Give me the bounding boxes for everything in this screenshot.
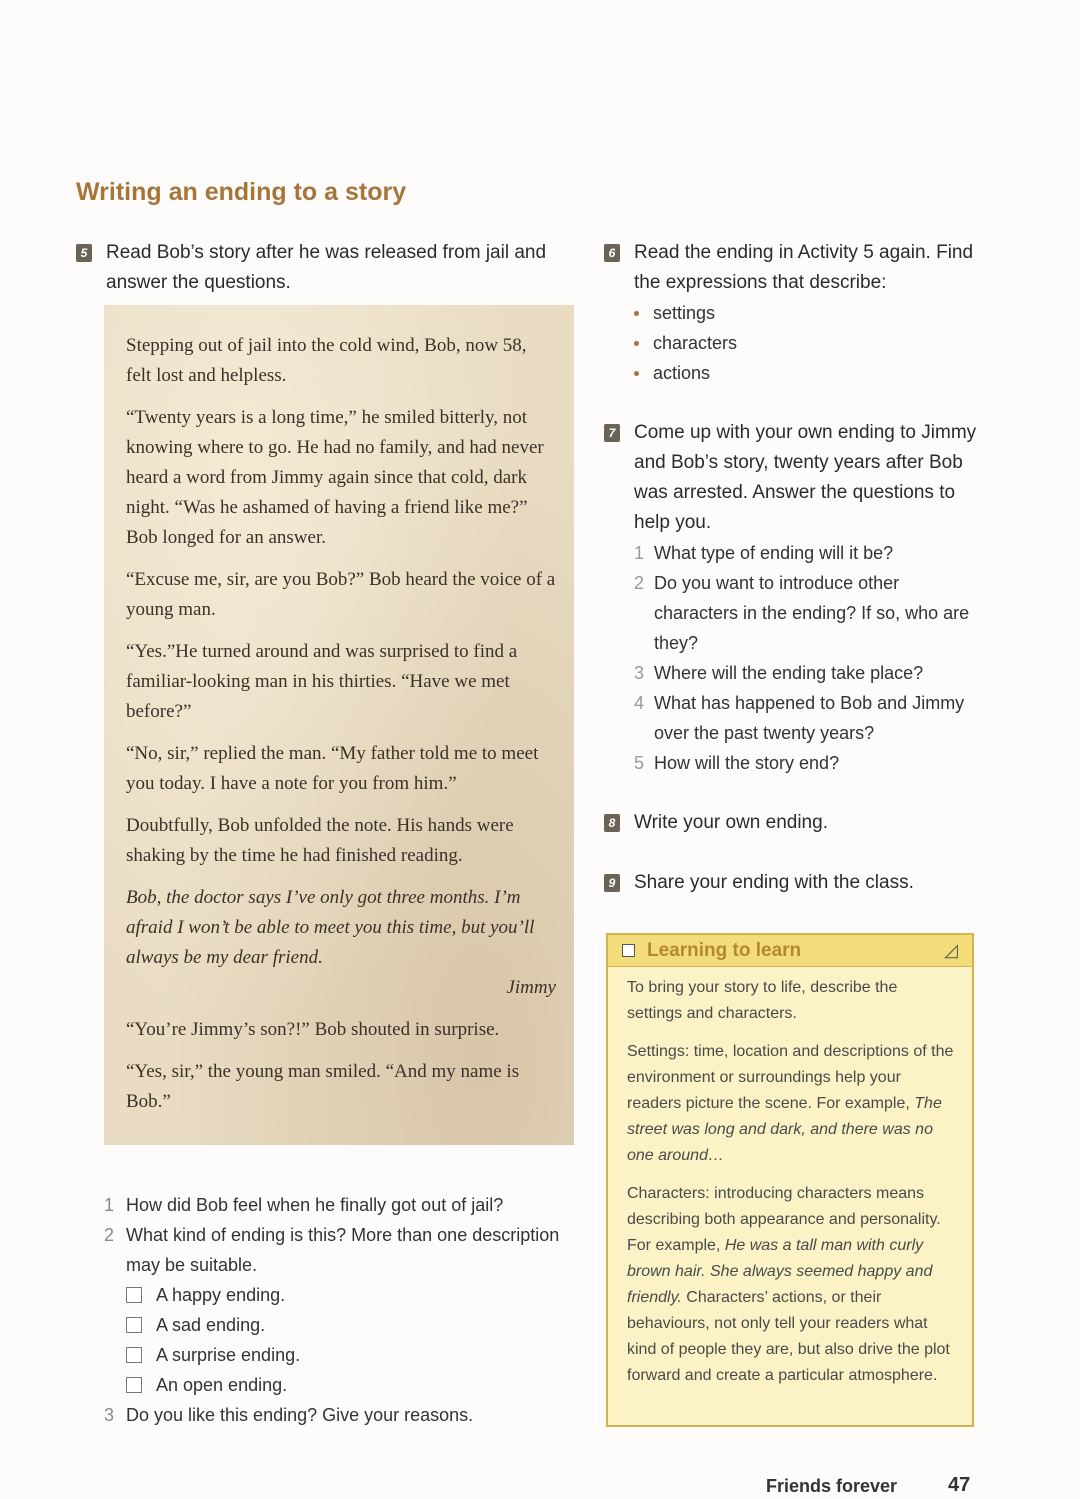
settings-tip — [627, 1039, 954, 1169]
question-item — [634, 658, 984, 688]
question-item — [104, 1220, 584, 1280]
characters-tail: Characters’ actions, or their behaviours, not only tell your readers what kind of people they are, but also drive the plot forward and create a particular atmosphere. — [627, 1289, 950, 1384]
answer-option[interactable] — [126, 1310, 584, 1340]
story-paragraph: “No, sir,” replied the man. “My father told me to meet you today. I have a note for you from him.” — [126, 743, 539, 794]
characters-lead: Characters: introducing characters means describing both appearance and personality. For example, — [627, 1185, 941, 1254]
question-item — [634, 688, 984, 748]
option-label: A happy ending. — [156, 1285, 286, 1305]
story-paragraph: Doubtfully, Bob unfolded the note. His hands were shaking by the time he had finished reading. — [126, 815, 514, 866]
activity-number-badge: 7 — [604, 424, 620, 442]
learning-box-header — [608, 935, 972, 967]
story-paragraph: “Twenty years is a long time,” he smiled bitterly, not knowing where to go. He had no family, and had never heard a word from Jimmy again since that cold, dark night. “Was he ashamed of having a friend like me?” Bob longed for an answer. — [126, 407, 544, 548]
story-panel — [104, 305, 574, 1145]
activity-number-badge: 5 — [76, 244, 92, 262]
learning-to-learn-box — [606, 933, 974, 1427]
story-paragraph: “Excuse me, sir, are you Bob?” Bob heard the voice of a young man. — [126, 569, 556, 620]
corner-triangle-icon: ◿ — [944, 940, 958, 960]
activity-instruction: Read Bob’s story after he was released from jail and answer the questions. — [106, 242, 547, 293]
activity-6 — [604, 238, 984, 298]
checkbox[interactable] — [126, 1347, 142, 1363]
option-label: An open ending. — [156, 1375, 288, 1395]
question-text: What type of ending will it be? — [654, 543, 894, 563]
activity-7-questions — [634, 538, 984, 778]
question-text: What kind of ending is this? More than one description may be suitable. — [126, 1225, 560, 1275]
question-number: 4 — [634, 693, 645, 713]
question-text: How did Bob feel when he finally got out of jail? — [126, 1195, 504, 1215]
answer-options — [126, 1280, 584, 1400]
activity-instruction: Share your ending with the class. — [634, 872, 914, 893]
bullet-icon — [634, 311, 639, 316]
activity-9 — [604, 868, 984, 898]
story-paragraph: Stepping out of jail into the cold wind, Bob, now 58, felt lost and helpless. — [126, 335, 527, 386]
activity-5-questions — [104, 1190, 584, 1430]
right-column — [604, 238, 984, 898]
question-item — [104, 1190, 584, 1220]
activity-7 — [604, 418, 984, 538]
question-item — [634, 748, 984, 778]
describe-list — [634, 298, 984, 388]
question-number: 3 — [104, 1405, 115, 1425]
checkbox-icon — [622, 944, 635, 957]
activity-number-badge: 8 — [604, 814, 620, 832]
answer-option[interactable] — [126, 1280, 584, 1310]
story-paragraph: “You’re Jimmy’s son?!” Bob shouted in surprise. — [126, 1019, 500, 1040]
settings-example: The street was long and dark, and there was no one around… — [627, 1095, 942, 1164]
page-title: Writing an ending to a story — [76, 178, 407, 206]
question-text: How will the story end? — [654, 753, 840, 773]
question-text: Where will the ending take place? — [654, 663, 924, 683]
list-item — [634, 358, 984, 388]
settings-lead: Settings: time, location and descriptions of the environment or surroundings help your readers picture the scene. For example, — [627, 1043, 954, 1112]
question-text: Do you want to introduce other characters in the ending? If so, who are they? — [654, 573, 970, 653]
answer-option[interactable] — [126, 1340, 584, 1370]
list-item — [634, 328, 984, 358]
question-item — [634, 538, 984, 568]
activity-number-badge: 6 — [604, 244, 620, 262]
activity-instruction: Come up with your own ending to Jimmy and Bob’s story, twenty years after Bob was arrested. Answer the questions to help you. — [634, 422, 977, 533]
option-label: A sad ending. — [156, 1315, 266, 1335]
question-text: Do you like this ending? Give your reasons. — [126, 1405, 474, 1425]
story-note: Bob, the doctor says I’ve only got three months. I’m afraid I won’t be able to meet you this time, but you’ll always be my dear friend. — [126, 887, 535, 968]
activity-instruction: Read the ending in Activity 5 again. Find the expressions that describe: — [634, 242, 974, 293]
answer-option[interactable] — [126, 1370, 584, 1400]
note-signature: Jimmy — [506, 977, 556, 998]
question-number: 1 — [634, 543, 645, 563]
question-number: 3 — [634, 663, 645, 683]
story-paragraph: “Yes, sir,” the young man smiled. “And my name is Bob.” — [126, 1061, 520, 1112]
question-number: 2 — [104, 1225, 115, 1245]
learning-box-body — [608, 967, 972, 1389]
characters-tip — [627, 1181, 954, 1389]
characters-example: He was a tall man with curly brown hair. She always seemed happy and friendly. — [627, 1237, 933, 1306]
learning-intro: To bring your story to life, describe the settings and characters. — [627, 979, 898, 1022]
activity-5 — [76, 238, 586, 298]
list-item-text: settings — [653, 303, 716, 323]
question-item — [104, 1400, 584, 1430]
checkbox[interactable] — [126, 1287, 142, 1303]
question-number: 5 — [634, 753, 645, 773]
checkbox[interactable] — [126, 1317, 142, 1333]
page-number: 47 — [948, 1474, 971, 1496]
activity-instruction: Write your own ending. — [634, 812, 828, 833]
footer-unit-title: Friends forever — [766, 1476, 898, 1496]
activity-number-badge: 9 — [604, 874, 620, 892]
list-item — [634, 298, 984, 328]
bullet-icon — [634, 371, 639, 376]
question-number: 2 — [634, 573, 645, 593]
story-paragraph: “Yes.”He turned around and was surprised to find a familiar-looking man in his thirties. “Have we met before?” — [126, 641, 518, 722]
list-item-text: actions — [653, 363, 711, 383]
question-text: What has happened to Bob and Jimmy over the past twenty years? — [654, 693, 965, 743]
option-label: A surprise ending. — [156, 1345, 301, 1365]
question-item — [634, 568, 984, 658]
bullet-icon — [634, 341, 639, 346]
learning-box-title: Learning to learn — [647, 939, 802, 961]
list-item-text: characters — [653, 333, 738, 353]
checkbox[interactable] — [126, 1377, 142, 1393]
question-number: 1 — [104, 1195, 115, 1215]
activity-8 — [604, 808, 984, 838]
